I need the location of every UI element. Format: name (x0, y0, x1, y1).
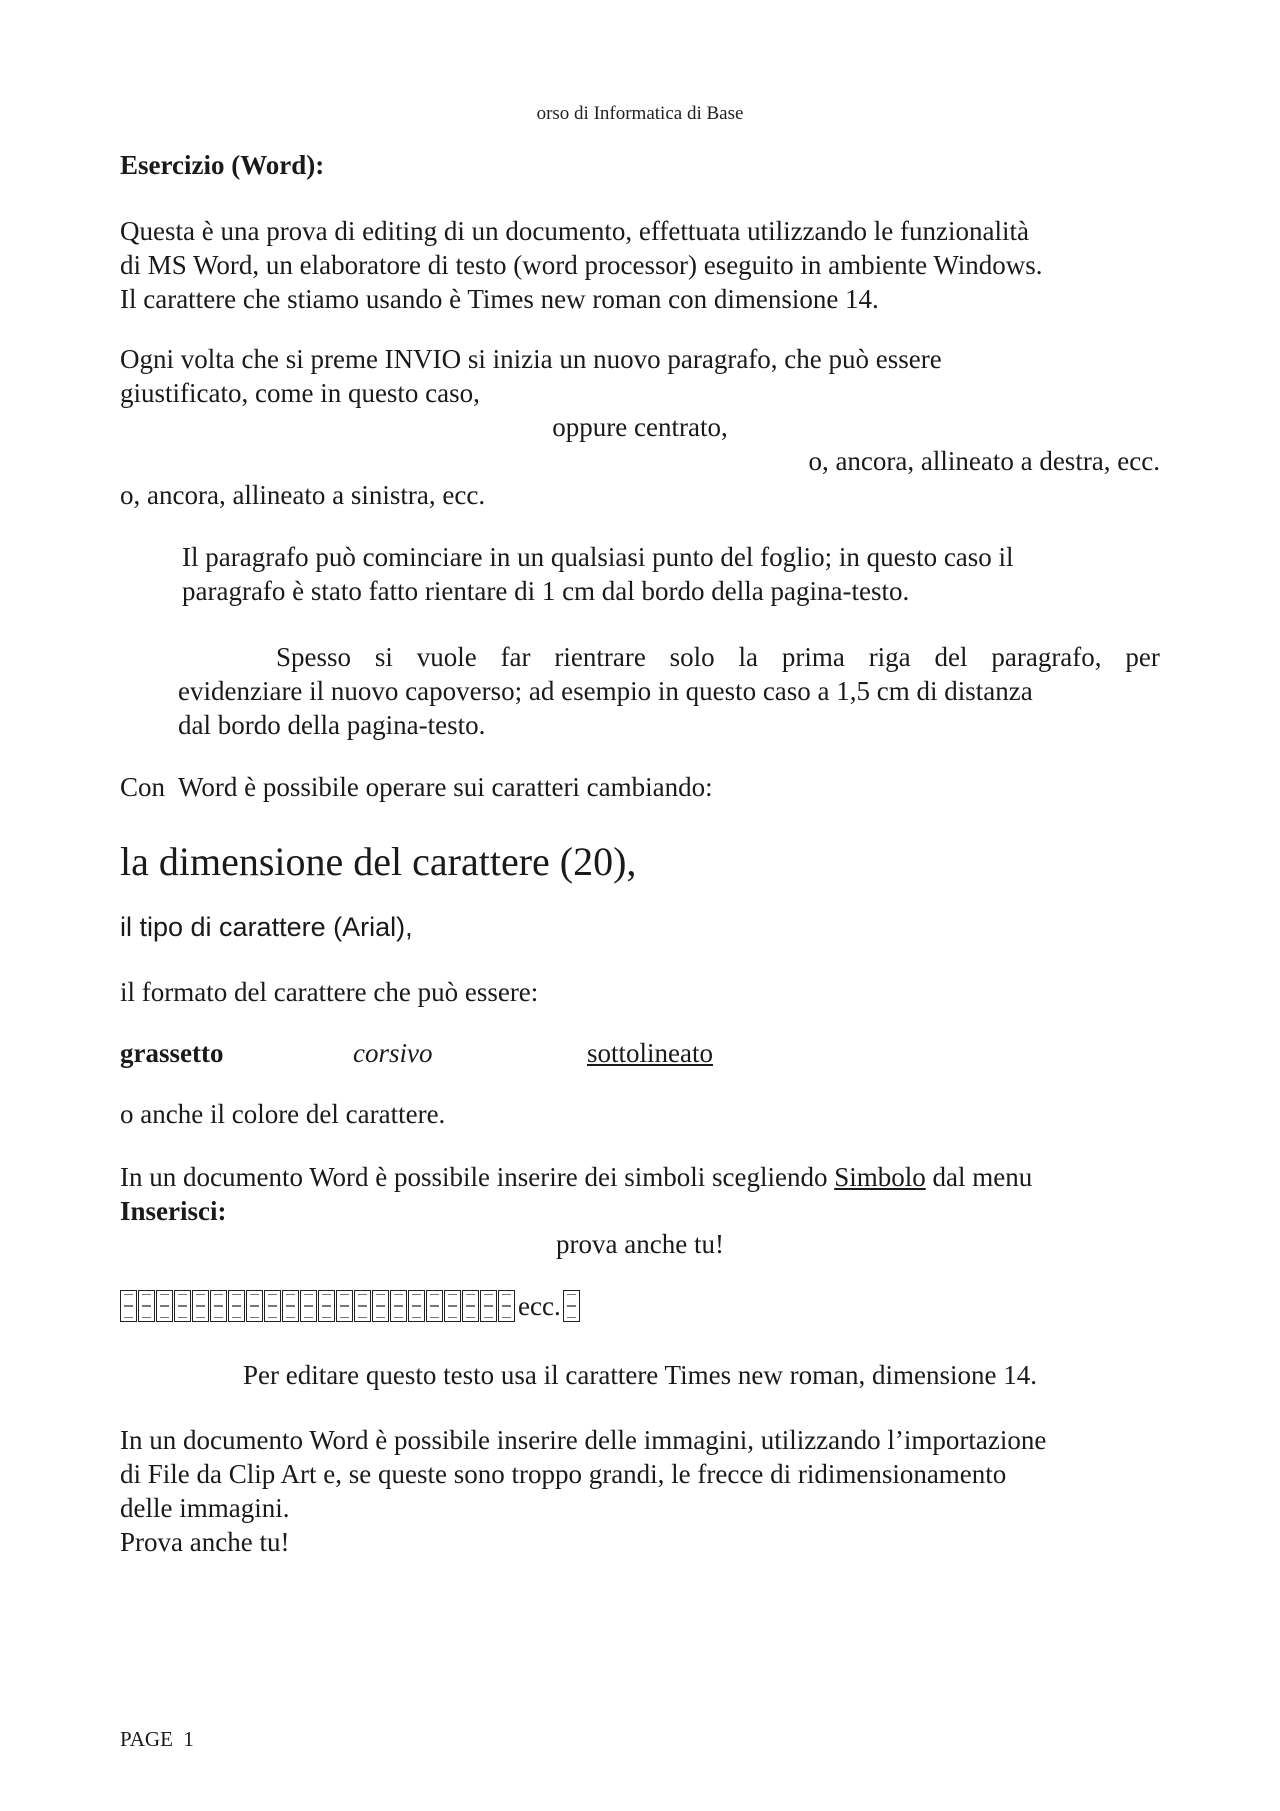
paragraph-line: di File da Clip Art e, se queste sono troppo grandi, le frecce di ridimensionamento (120, 1459, 1007, 1489)
paragraph-line: Il paragrafo può cominciare in un qualsiasi punto del foglio; in questo caso il (182, 542, 1014, 572)
page-number: PAGE 1 (120, 1727, 194, 1751)
ecc-text: ecc. (518, 1290, 561, 1321)
missing-glyph-icon (354, 1290, 371, 1322)
paragraph-line: Ogni volta che si preme INVIO si inizia un nuovo paragrafo, che può essere (120, 344, 942, 374)
paragraph-line: o anche il colore del carattere. (120, 1099, 446, 1129)
missing-glyph-icon (480, 1290, 497, 1322)
paragraph-line: di MS Word, un elaboratore di testo (word processor) eseguito in ambiente Windows. (120, 250, 1043, 280)
paragraph-line: In un documento Word è possibile inserire dei simboli scegliendo Simbolo dal menu (120, 1162, 1033, 1192)
invio-paragraph (120, 342, 1160, 410)
right-aligned-paragraph (120, 444, 1160, 478)
missing-glyph-icon (336, 1290, 353, 1322)
right-aligned-line: o, ancora, allineato a destra, ecc. (808, 446, 1160, 476)
centered-paragraph (120, 410, 1160, 444)
intro-paragraph (120, 214, 1160, 316)
missing-glyph-icon (372, 1290, 389, 1322)
paragraph-line: Con Word è possibile operare sui caratteri cambiando: (120, 772, 713, 802)
con-word-paragraph (120, 770, 1160, 804)
missing-glyph-icon (408, 1290, 425, 1322)
format-paragraph (120, 975, 1160, 1009)
simbolo-link: Simbolo (834, 1162, 926, 1192)
missing-glyph-icon (444, 1290, 461, 1322)
paragraph-line: delle immagini. (120, 1493, 290, 1523)
italic-sample: corsivo (353, 1038, 433, 1068)
paragraph-line: Prova anche tu! (120, 1527, 290, 1557)
missing-glyph-icon (120, 1290, 137, 1322)
paragraph-line: In un documento Word è possibile inserire delle immagini, utilizzando l’importazione (120, 1425, 1047, 1455)
paragraph-line: dal bordo della pagina-testo. (178, 710, 486, 740)
first-line-indent-paragraph (178, 640, 1160, 742)
left-aligned-line: o, ancora, allineato a sinistra, ecc. (120, 480, 486, 510)
missing-glyph-icon (426, 1290, 443, 1322)
missing-glyph-icon (318, 1290, 335, 1322)
missing-glyph-icon (174, 1290, 191, 1322)
missing-glyph-icon (192, 1290, 209, 1322)
times-note-paragraph (120, 1358, 1160, 1392)
missing-glyph-icon (498, 1290, 515, 1322)
paragraph-line: paragrafo è stato fatto rientare di 1 cm dal bordo della pagina-testo. (182, 576, 910, 606)
underline-sample: sottolineato (587, 1038, 713, 1068)
exercise-title: Esercizio (Word): (120, 150, 325, 180)
paragraph-line: evidenziare il nuovo capoverso; ad esempio in questo caso a 1,5 cm di distanza (178, 676, 1033, 706)
missing-glyph-icon (246, 1290, 263, 1322)
bold-sample: grassetto (120, 1038, 224, 1068)
symbol-glyph-row (120, 1290, 581, 1322)
images-paragraph (120, 1423, 1160, 1559)
big-size-sample: la dimensione del carattere (20), (120, 839, 637, 884)
missing-glyph-icon (462, 1290, 479, 1322)
symbol-paragraph (120, 1160, 1160, 1228)
prova-line: prova anche tu! (556, 1229, 724, 1259)
missing-glyph-icon (390, 1290, 407, 1322)
missing-glyph-icon (228, 1290, 245, 1322)
indented-paragraph (182, 540, 1160, 608)
prova-centered-paragraph (120, 1227, 1160, 1261)
centered-line: oppure centrato, (552, 412, 728, 442)
paragraph-line: Il carattere che stiamo usando è Times new roman con dimensione 14. (120, 284, 879, 314)
paragraph-line: il formato del carattere che può essere: (120, 977, 539, 1007)
times-note-line: Per editare questo testo usa il carattere Times new roman, dimensione 14. (242, 1360, 1038, 1390)
missing-glyph-icon (138, 1290, 155, 1322)
missing-glyph-icon (156, 1290, 173, 1322)
running-header: orso di Informatica di Base (536, 103, 744, 124)
paragraph-line: Questa è una prova di editing di un documento, effettuata utilizzando le funzionalità (120, 216, 1029, 246)
left-aligned-paragraph (120, 478, 1160, 512)
missing-glyph-icon (264, 1290, 281, 1322)
missing-glyph-icon (210, 1290, 227, 1322)
missing-glyph-icon (282, 1290, 299, 1322)
color-paragraph (120, 1097, 1160, 1131)
missing-glyph-icon (300, 1290, 317, 1322)
arial-sample: il tipo di carattere (Arial), (120, 912, 413, 942)
missing-glyph-icon (563, 1290, 580, 1322)
justified-first-line: Spesso si vuole far rientrare solo la prima riga del paragrafo, per (276, 642, 1160, 672)
inserisci-label: Inserisci: (120, 1196, 227, 1226)
paragraph-line: giustificato, come in questo caso, (120, 378, 480, 408)
